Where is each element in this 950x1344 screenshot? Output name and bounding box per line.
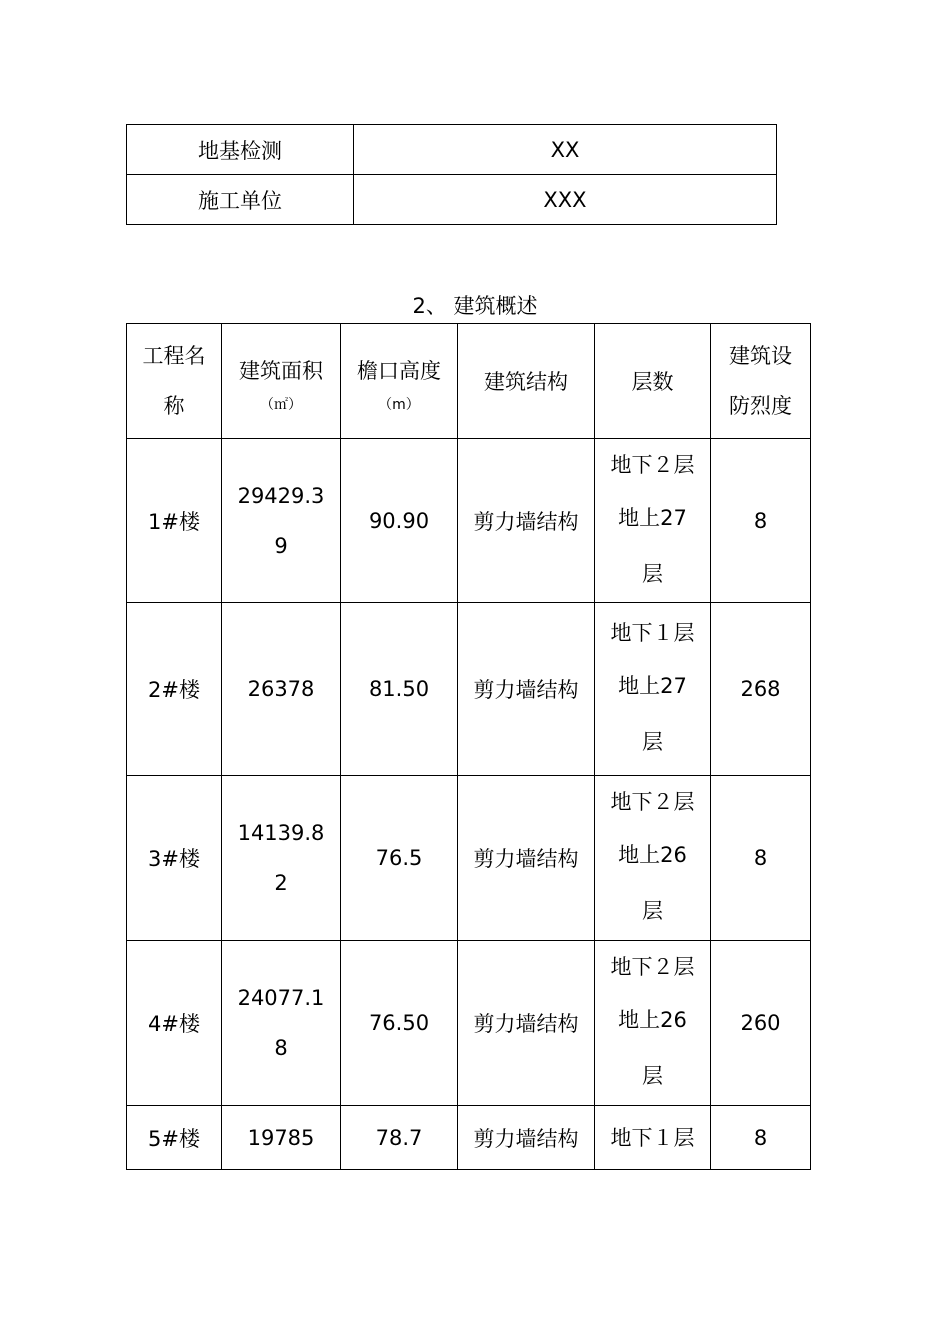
cell-floors-line: 地下１层 bbox=[610, 1125, 695, 1150]
table-header-row bbox=[127, 324, 811, 439]
header-area bbox=[222, 324, 341, 439]
header-structure: 建筑结构 bbox=[458, 324, 595, 439]
cell-area bbox=[222, 941, 341, 1106]
info-label: 地基检测 bbox=[127, 125, 354, 175]
cell-floors-line: 层 bbox=[642, 561, 663, 586]
cell-height: 81.50 bbox=[341, 603, 458, 776]
cell-floors-line: 层 bbox=[642, 899, 663, 923]
header-name-line: 称 bbox=[163, 394, 185, 418]
cell-floors-line: 地下２层 bbox=[610, 790, 695, 814]
cell-floors bbox=[595, 776, 711, 941]
cell-seismic: 8 bbox=[711, 1106, 811, 1170]
cell-floors-line: 地上27 bbox=[618, 674, 687, 698]
cell-floors-line: 地下２层 bbox=[610, 955, 695, 979]
table-row bbox=[127, 1106, 811, 1170]
cell-floors bbox=[595, 1106, 711, 1170]
info-value: XXX bbox=[354, 175, 777, 225]
header-area-unit: （㎡） bbox=[260, 397, 302, 413]
table-row bbox=[127, 776, 811, 941]
cell-area-line: 29429.3 bbox=[237, 483, 325, 508]
cell-name: 4#楼 bbox=[127, 941, 222, 1106]
cell-height: 76.50 bbox=[341, 941, 458, 1106]
header-name-line: 工程名 bbox=[142, 344, 206, 368]
cell-structure: 剪力墙结构 bbox=[458, 941, 595, 1106]
cell-seismic: 260 bbox=[711, 941, 811, 1106]
header-seismic bbox=[711, 324, 811, 439]
info-value: XX bbox=[354, 125, 777, 175]
header-seismic-line: 建筑设 bbox=[729, 344, 792, 368]
cell-height: 90.90 bbox=[341, 439, 458, 603]
cell-area bbox=[222, 776, 341, 941]
header-area-label: 建筑面积 bbox=[239, 359, 323, 383]
cell-structure: 剪力墙结构 bbox=[458, 1106, 595, 1170]
cell-floors-line: 地上26 bbox=[618, 843, 687, 867]
cell-floors-line: 层 bbox=[642, 730, 663, 754]
cell-area-line: 2 bbox=[274, 871, 288, 895]
cell-structure: 剪力墙结构 bbox=[458, 776, 595, 941]
cell-floors-line: 层 bbox=[642, 1064, 663, 1088]
info-table bbox=[126, 124, 777, 225]
cell-area-line: 19785 bbox=[247, 1125, 315, 1150]
cell-area bbox=[222, 1106, 341, 1170]
table-body bbox=[127, 439, 811, 1170]
cell-floors-line: 地下１层 bbox=[610, 621, 695, 645]
cell-area-line: 26378 bbox=[247, 677, 315, 701]
info-label: 施工单位 bbox=[127, 175, 354, 225]
cell-name: 2#楼 bbox=[127, 603, 222, 776]
table-row bbox=[127, 603, 811, 776]
table-row bbox=[127, 175, 777, 225]
cell-floors-line: 地上27 bbox=[618, 505, 687, 530]
header-seismic-line: 防烈度 bbox=[729, 394, 792, 418]
table-row bbox=[127, 439, 811, 603]
cell-seismic: 8 bbox=[711, 776, 811, 941]
cell-floors bbox=[595, 439, 711, 603]
header-height bbox=[341, 324, 458, 439]
cell-floors-line: 地下２层 bbox=[610, 452, 695, 477]
cell-height: 76.5 bbox=[341, 776, 458, 941]
cell-area-line: 14139.8 bbox=[237, 821, 325, 845]
cell-structure: 剪力墙结构 bbox=[458, 603, 595, 776]
cell-floors bbox=[595, 941, 711, 1106]
header-height-unit: （m） bbox=[378, 397, 420, 413]
table-row bbox=[127, 941, 811, 1106]
cell-name: 1#楼 bbox=[127, 439, 222, 603]
cell-floors bbox=[595, 603, 711, 776]
building-overview-table bbox=[126, 323, 811, 1170]
table-row bbox=[127, 125, 777, 175]
cell-area-line: 9 bbox=[274, 533, 288, 558]
cell-area-line: 8 bbox=[274, 1036, 288, 1060]
header-height-label: 檐口高度 bbox=[357, 359, 441, 383]
header-floors: 层数 bbox=[595, 324, 711, 439]
cell-name: 5#楼 bbox=[127, 1106, 222, 1170]
cell-floors-line: 地上26 bbox=[618, 1008, 687, 1032]
cell-area bbox=[222, 603, 341, 776]
cell-seismic: 268 bbox=[711, 603, 811, 776]
cell-area bbox=[222, 439, 341, 603]
cell-name: 3#楼 bbox=[127, 776, 222, 941]
cell-structure: 剪力墙结构 bbox=[458, 439, 595, 603]
header-name bbox=[127, 324, 222, 439]
cell-area-line: 24077.1 bbox=[237, 986, 325, 1010]
cell-seismic: 8 bbox=[711, 439, 811, 603]
cell-height: 78.7 bbox=[341, 1106, 458, 1170]
section-title: 2、 建筑概述 bbox=[412, 294, 538, 318]
